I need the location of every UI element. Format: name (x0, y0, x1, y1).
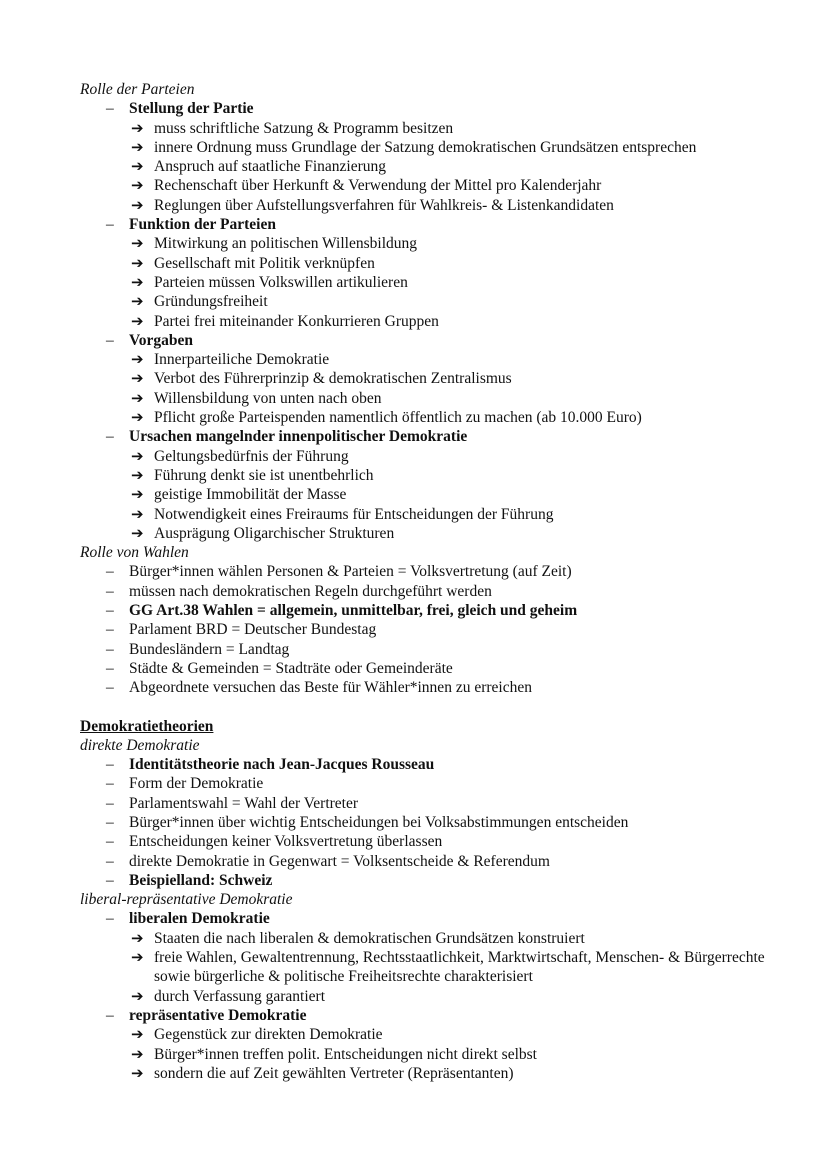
list-item-text: Gegenstück zur direkten Demokratie (154, 1026, 383, 1044)
dash-bullet: – (106, 216, 114, 234)
subheading-repraesentative-demokratie (80, 1006, 800, 1025)
list-item-text: Gesellschaft mit Politik verknüpfen (154, 254, 375, 272)
dash-bullet: – (106, 852, 114, 870)
list-item-text: Beispielland: Schweiz (129, 871, 273, 889)
subheading-label: Stellung der Partie (129, 100, 254, 118)
list-item (80, 620, 800, 639)
list-item (80, 832, 800, 851)
list-item-text: Verbot des Führerprinzip & demokratischen Zentralismus (154, 370, 512, 388)
arrow-bullet-icon: ➔ (131, 369, 144, 388)
dash-bullet: – (106, 756, 114, 774)
list-item (80, 987, 800, 1006)
list-item-text: Bürger*innen wählen Personen & Parteien = Volksvertretung (auf Zeit) (129, 563, 572, 581)
dash-bullet: – (106, 659, 114, 677)
list-item-text: Partei frei miteinander Konkurrieren Gruppen (154, 312, 439, 330)
list-item-text: sondern die auf Zeit gewählten Vertreter (Repräsentanten) (154, 1064, 514, 1082)
subheading-label: Funktion der Parteien (129, 216, 276, 234)
list-item (80, 524, 800, 543)
list-item-text: freie Wahlen, Gewaltentrennung, Rechtsstaatlichkeit, Marktwirtschaft, Menschen- & Bürgerrechte sowie bürgerliche & politische Freiheitsrechte charakterisiert (154, 949, 765, 986)
dash-bullet: – (106, 679, 114, 697)
arrow-bullet-icon: ➔ (131, 388, 144, 407)
spacer (80, 698, 800, 717)
subheading-vorgaben (80, 331, 800, 350)
list-item (80, 1064, 800, 1083)
heading-rolle-der-parteien: Rolle der Parteien (80, 81, 195, 98)
subheading-label: Ursachen mangelnder innenpolitischer Demokratie (129, 428, 468, 446)
subheading-stellung (80, 99, 800, 118)
dash-bullet: – (106, 640, 114, 658)
list-item-text: GG Art.38 Wahlen = allgemein, unmittelbar, frei, gleich und geheim (129, 602, 578, 620)
list-item-text: Städte & Gemeinden = Stadträte oder Gemeinderäte (129, 659, 453, 677)
arrow-bullet-icon: ➔ (131, 1063, 144, 1082)
list-item (80, 562, 800, 581)
list-item (80, 601, 800, 620)
list-item (80, 196, 800, 215)
list-item-text: Abgeordnete versuchen das Beste für Wähler*innen zu erreichen (129, 679, 532, 697)
heading-direkte-demokratie: direkte Demokratie (80, 736, 200, 754)
list-item-text: Gründungsfreiheit (154, 293, 268, 311)
dash-bullet: – (106, 428, 114, 446)
list-item (80, 157, 800, 176)
list-item (80, 389, 800, 408)
dash-bullet: – (106, 621, 114, 639)
list-item (80, 640, 800, 659)
dash-bullet: – (106, 775, 114, 793)
list-item-text: Parteien müssen Volkswillen artikulieren (154, 273, 408, 291)
list-item-text: Ausprägung Oligarchischer Strukturen (154, 524, 395, 542)
list-item (80, 774, 800, 793)
list-item (80, 292, 800, 311)
arrow-bullet-icon: ➔ (131, 292, 144, 311)
list-item-text: muss schriftliche Satzung & Programm besitzen (154, 119, 454, 137)
arrow-bullet-icon: ➔ (131, 350, 144, 369)
list-item (80, 119, 800, 138)
list-item (80, 254, 800, 273)
list-item-text: geistige Immobilität der Masse (154, 486, 347, 504)
arrow-bullet-icon: ➔ (131, 485, 144, 504)
list-item (80, 138, 800, 157)
list-item-text: Anspruch auf staatliche Finanzierung (154, 158, 386, 176)
arrow-bullet-icon: ➔ (131, 195, 144, 214)
list-item (80, 755, 800, 774)
arrow-bullet-icon: ➔ (131, 408, 144, 427)
list-item-text: Mitwirkung an politischen Willensbildung (154, 235, 418, 253)
list-item-text: Parlamentswahl = Wahl der Vertreter (129, 794, 359, 812)
arrow-bullet-icon: ➔ (131, 948, 144, 967)
arrow-bullet-icon: ➔ (131, 253, 144, 272)
list-item-text: Bürger*innen über wichtig Entscheidungen bei Volksabstimmungen entscheiden (129, 813, 629, 831)
arrow-bullet-icon: ➔ (131, 272, 144, 291)
dash-bullet: – (106, 100, 114, 118)
arrow-bullet-icon: ➔ (131, 234, 144, 253)
list-item-text: Identitätstheorie nach Jean-Jacques Rousseau (129, 756, 435, 774)
list-item (80, 408, 800, 427)
list-item-text: müssen nach demokratischen Regeln durchgeführt werden (129, 582, 492, 600)
subheading-funktion (80, 215, 800, 234)
list-item-text: Reglungen über Aufstellungsverfahren für Wahlkreis- & Listenkandidaten (154, 196, 614, 214)
list-item-text: Notwendigkeit eines Freiraums für Entscheidungen der Führung (154, 505, 554, 523)
dash-bullet: – (106, 331, 114, 349)
list-item-text: Entscheidungen keiner Volksvertretung überlassen (129, 833, 443, 851)
arrow-bullet-icon: ➔ (131, 523, 144, 542)
list-item (80, 1025, 800, 1044)
list-item-text: innere Ordnung muss Grundlage der Satzung demokratischen Grundsätzen entsprechen (154, 138, 697, 156)
list-item (80, 369, 800, 388)
arrow-bullet-icon: ➔ (131, 504, 144, 523)
list-item-text: Innerparteiliche Demokratie (154, 351, 330, 369)
dash-bullet: – (106, 813, 114, 831)
document-page (80, 80, 800, 1083)
list-item (80, 273, 800, 292)
list-item-text: Geltungsbedürfnis der Führung (154, 447, 349, 465)
dash-bullet: – (106, 582, 114, 600)
list-item (80, 485, 800, 504)
list-item (80, 794, 800, 813)
list-item-text: Form der Demokratie (129, 775, 264, 793)
list-item (80, 871, 800, 890)
arrow-bullet-icon: ➔ (131, 1044, 144, 1063)
section-title-demokratietheorien: Demokratietheorien (80, 717, 214, 735)
list-item (80, 929, 800, 948)
list-item (80, 234, 800, 253)
dash-bullet: – (106, 833, 114, 851)
dash-bullet: – (106, 602, 114, 620)
list-item-text: Führung denkt sie ist unentbehrlich (154, 466, 374, 484)
arrow-bullet-icon: ➔ (131, 446, 144, 465)
list-item-text: Pflicht große Parteispenden namentlich öffentlich zu machen (ab 10.000 Euro) (154, 409, 642, 427)
list-item (80, 312, 800, 331)
subheading-liberale-demokratie (80, 909, 800, 928)
list-item (80, 813, 800, 832)
list-item (80, 1045, 800, 1064)
heading-liberal-repraesentative-demokratie: liberal-repräsentative Demokratie (80, 891, 293, 909)
list-item-text: Parlament BRD = Deutscher Bundestag (129, 621, 377, 639)
subheading-label: repräsentative Demokratie (129, 1006, 307, 1024)
list-item (80, 678, 800, 697)
list-item (80, 659, 800, 678)
dash-bullet: – (106, 910, 114, 928)
subheading-label: Vorgaben (129, 331, 194, 349)
list-item (80, 852, 800, 871)
list-item (80, 350, 800, 369)
list-item-text: Rechenschaft über Herkunft & Verwendung der Mittel pro Kalenderjahr (154, 177, 602, 195)
list-item (80, 505, 800, 524)
list-item-text: direkte Demokratie in Gegenwart = Volksentscheide & Referendum (129, 852, 550, 870)
list-item-text: Willensbildung von unten nach oben (154, 389, 382, 407)
subheading-ursachen (80, 427, 800, 446)
heading-rolle-von-wahlen: Rolle von Wahlen (80, 544, 189, 562)
list-item-text: Bürger*innen treffen polit. Entscheidungen nicht direkt selbst (154, 1045, 537, 1063)
dash-bullet: – (106, 1006, 114, 1024)
arrow-bullet-icon: ➔ (131, 176, 144, 195)
dash-bullet: – (106, 794, 114, 812)
list-item (80, 948, 800, 987)
arrow-bullet-icon: ➔ (131, 118, 144, 137)
arrow-bullet-icon: ➔ (131, 137, 144, 156)
arrow-bullet-icon: ➔ (131, 986, 144, 1005)
list-item (80, 466, 800, 485)
list-item (80, 176, 800, 195)
list-item-text: durch Verfassung garantiert (154, 987, 326, 1005)
list-item (80, 582, 800, 601)
list-item-text: Bundesländern = Landtag (129, 640, 290, 658)
arrow-bullet-icon: ➔ (131, 157, 144, 176)
arrow-bullet-icon: ➔ (131, 1025, 144, 1044)
arrow-bullet-icon: ➔ (131, 311, 144, 330)
arrow-bullet-icon: ➔ (131, 465, 144, 484)
dash-bullet: – (106, 563, 114, 581)
subheading-label: liberalen Demokratie (129, 910, 270, 928)
list-item-text: Staaten die nach liberalen & demokratischen Grundsätzen konstruiert (154, 929, 585, 947)
arrow-bullet-icon: ➔ (131, 928, 144, 947)
list-item (80, 447, 800, 466)
dash-bullet: – (106, 871, 114, 889)
